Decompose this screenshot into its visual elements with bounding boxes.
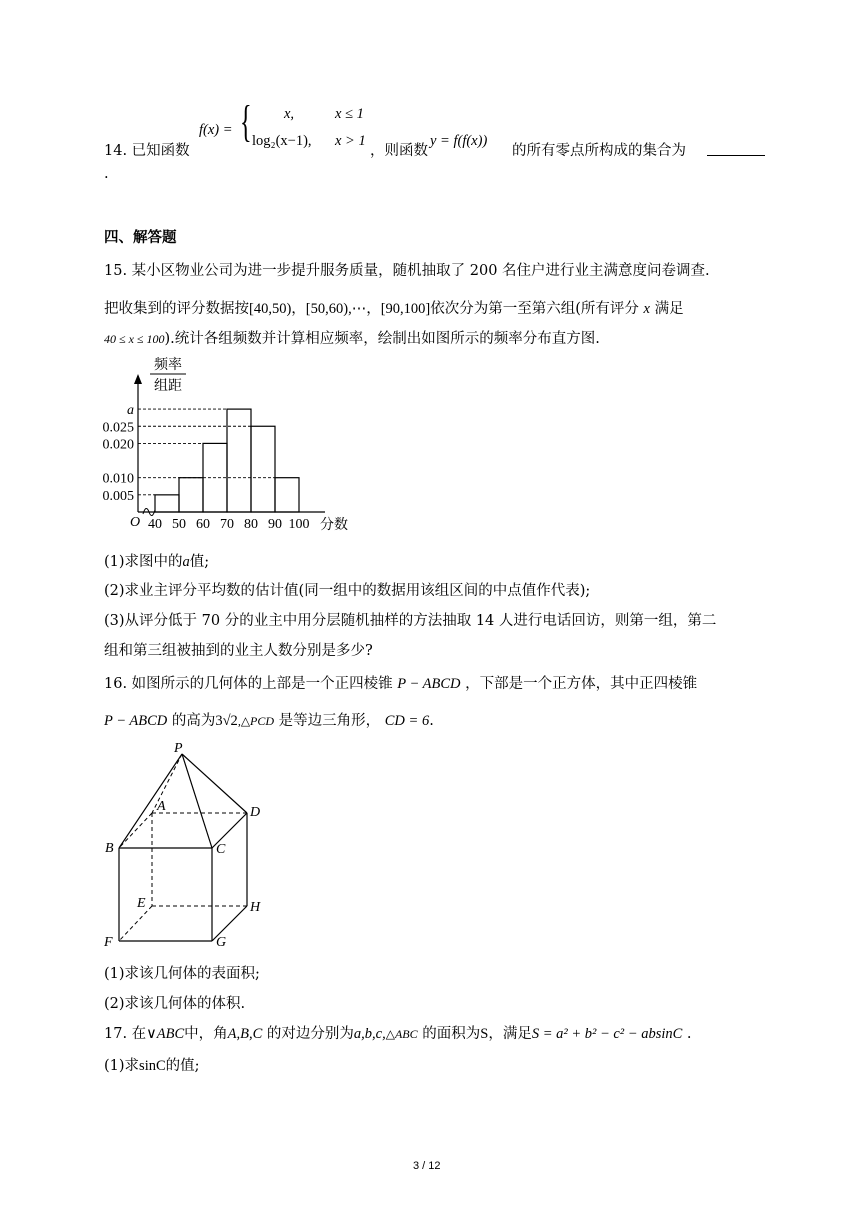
frequency-histogram [100,352,370,534]
q17-line1 [104,1022,692,1043]
q15-interval-2: [50,60),⋯ [305,301,367,317]
edge-AB [119,813,152,848]
q17-angles: A,B,C [227,1026,263,1042]
q17-sinC: sinC [139,1058,166,1074]
edge-EF [119,906,152,941]
q17-period: . [686,1026,692,1042]
q14-case1-cond: x ≤ 1 [335,106,364,122]
q16-line2-a: 的高为 [171,713,216,729]
q15-line3-text: ).统计各组频数并计算相应频率，绘制出如图所示的频率分布直方图. [164,331,600,347]
q15-sub1-var: a [182,554,190,570]
y-axis-arrow [134,374,142,384]
vertex-G: G [216,935,227,950]
bar-[90,100] [275,478,299,512]
q17-sides: a,b,c, [353,1026,386,1042]
vertex-C: C [216,842,226,857]
q15-interval-3: [90,100] [380,301,431,317]
origin-label: O [130,515,141,530]
pyramid-cube-figure [100,738,270,953]
page-number: 3 / 12 [413,1160,441,1172]
vertex-B: B [105,841,114,856]
q16-sub2: (2)求该几何体的体积. [104,996,246,1012]
q15-sub2: (2)求业主评分平均数的估计值(同一组中的数据用该组区间的中点值作代表); [104,583,591,599]
vertex-A: A [157,799,166,814]
section-title: 四、解答题 [104,229,177,246]
q16-period: . [429,713,434,729]
q15-line2-a: 把收集到的评分数据按 [104,301,249,317]
q17-line1-d: 的面积为 [422,1026,481,1042]
q16-sub1: (1)求该几何体的表面积; [104,966,260,982]
q16-triangle: ,△PCD [237,714,275,728]
q15-line3 [104,327,600,348]
q15-interval-1: [40,50) [249,301,292,317]
q16-height: 3√2 [215,713,238,729]
x-tick-label-80: 80 [244,517,258,532]
bar-[70,80) [227,409,251,512]
q17-sub1 [104,1054,200,1075]
q17-s: S [480,1026,489,1042]
vertex-P: P [174,741,183,756]
q15-var-x: x [643,301,650,317]
x-tick-label-40: 40 [148,517,162,532]
q17-line1-e: ，满足 [488,1026,532,1042]
q16-line1 [104,672,697,693]
q14-mid-text: ，则函数 [370,143,428,159]
q15-sub3-line1: (3)从评分低于 70 分的业主中用分层随机抽样的方法抽取 14 人进行电话回访，则第一组，第二 [104,613,717,629]
y-tick-label-0: a [127,403,134,419]
q15-sep2: ， [366,301,381,317]
q15-sub1-b: 值; [189,554,210,570]
x-tick-label-100: 100 [288,517,310,532]
q14-case2-expr: log₂(x−1), [252,133,312,149]
y-axis-label-bottom: 组距 [154,378,182,394]
q14-fx: f(x) = [199,122,233,138]
q16-cd: CD = 6 [384,713,430,729]
q15-line1: 15. 某小区物业公司为进一步提升服务质量，随机抽取了 200 名住户进行业主满意度问卷调查. [104,263,710,279]
vertex-F: F [104,935,113,950]
q17-formula: S = a² + b² − c² − absinC [531,1026,683,1042]
edge-PB [119,754,182,848]
q17-line1-b: 中，角 [184,1026,228,1042]
q15-sub1 [104,550,209,571]
q16-pyramid-name-2: P − ABCD [104,713,168,729]
q15-line2-c: 满足 [654,301,684,317]
x-tick-label-90: 90 [268,517,282,532]
vertex-E: E [137,896,146,911]
y-axis-label-top: 频率 [154,357,182,373]
q14-case1-expr: x, [284,106,295,122]
y-tick-label-2: 0.020 [102,437,134,453]
q14-tail-text: 的所有零点所构成的集合为 [512,143,686,159]
q15-line2-b: 依次分为第一至第六组(所有评分 [430,301,639,317]
q16-line1-a: 16. 如图所示的几何体的上部是一个正四棱锥 [104,676,393,692]
q15-sub1-a: (1)求图中的 [104,554,183,570]
q17-line1-c: 的对边分别为 [266,1026,354,1042]
bar-[50,60) [179,478,203,512]
q16-line1-b: ，下部是一个正方体，其中正四棱锥 [465,676,698,692]
bar-[80,90) [251,426,275,512]
q16-line2-b: 是等边三角形， [278,713,381,729]
q15-sep1: ， [291,301,306,317]
y-tick-label-4: 0.005 [102,488,134,504]
x-tick-label-50: 50 [172,517,186,532]
q15-sub3-line2: 组和第三组被抽到的业主人数分别是多少? [104,643,373,659]
q14-period: . [104,166,109,182]
y-tick-label-3: 0.010 [102,471,134,487]
q16-line2 [104,709,434,730]
q17-sub1-a: (1)求 [104,1058,140,1074]
q15-line2 [104,297,684,318]
q14-case2-cond: x > 1 [335,133,366,149]
q17-sub1-b: 的值; [165,1058,200,1074]
y-tick-label-1: 0.025 [102,420,134,436]
x-tick-label-70: 70 [220,517,234,532]
q17-triangle-2: △ABC [385,1027,418,1041]
x-axis-label: 分数 [320,517,348,533]
x-tick-label-60: 60 [196,517,210,532]
q14-answer-blank [707,139,765,158]
q14-yfx: y = f(f(x)) [430,133,488,149]
bar-[40,50) [155,495,179,512]
q17-triangle: ∨ABC [146,1026,185,1042]
q14-brace: { [240,97,252,146]
q16-pyramid-name: P − ABCD [397,676,461,692]
q17-line1-a: 17. 在 [104,1026,147,1042]
q14-number: 14. 已知函数 [104,143,190,159]
vertex-D: D [250,805,261,820]
vertex-H: H [250,900,261,915]
q15-condition: 40 ≤ x ≤ 100 [104,332,165,346]
